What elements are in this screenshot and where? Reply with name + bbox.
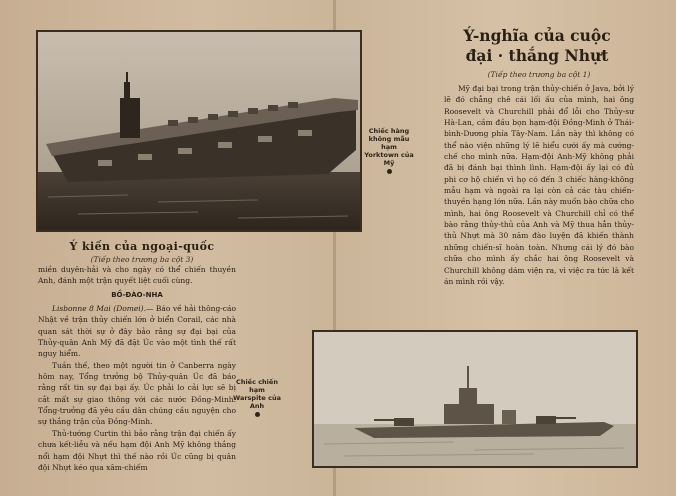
warship-caption-text: Chiếc chiến hạm Warspite của Anh [233,378,281,410]
warship-illustration [314,332,636,466]
left-article-intro: miền duyên-hải và cho ngày có thể chiến thuyền Anh, đánh một trận quyết liệt cuối cùng. [38,265,236,286]
warship-caption [232,378,282,419]
right-title-line1: Ý-nghĩa của cuộc [463,26,611,45]
left-article-body [38,264,236,473]
left-article-para2: Tuần thế, theo một người tin ở Canberra ngày hôm nay, Tổng trưởng bộ Thủy-quân Úc đã báo rằng rất tin sự đại bại ấy. Úc phải lo cải lực sẽ bị cắt mất sự giao thông với các nước Đồng-Minh. Tổng-trưởng đã yêu cầu dân chúng cầu nguyện cho sự thắng trận của Đồng-Minh. [38,360,236,427]
left-article-title: Ý kiến của ngoại-quốc [69,240,215,253]
section-heading: BỒ-ĐÀO-NHA [111,290,163,299]
bullet-dot [255,412,260,417]
carrier-caption [364,127,414,176]
bullet-dot [387,169,392,174]
left-article-para3: Thủ-tướng Curtin thì bảo rằng trận đại chiến ấy chưa kết-liễu và nếu hạm đội Anh Mỹ không thắng nổi hạm đội Nhựt thì thế nào rồi Úc cũng bị quân đội Nhựt kéo qua xâm-chiếm [38,428,236,472]
para1-text: Báo về hải thông-cáo Nhật về trận thủy chiến lớn ở biển Corail, các nhà quan sát thời sự ở đây bảo rằng sự đại bại của Thủy-quân Anh Mỹ đã đặt Úc vào một tình thế rất nguy hiểm. [38,304,236,359]
right-article-paragraph: Mỹ đại bại trong trận thủy-chiến ở Java, bởi lý lẽ đó chẳng chê cái lối ấu của mình, hai ông Roosevelt và Churchill phải đổ lỗi cho Thủy-sư Hà-Lan, cầm đầu bọn hạm-đội Đồng-Minh ở Thái-bình-Dương phía Tây-Nam. Lần này thì không có thể nào viện những lý lẽ hiểu cưới ấy mà cướng-chế cho mình nữa. Hạm-đội Anh-Mỹ không phải đã bị đánh bại thình lình. Hạm-đội ấy lại có đủ phi cơ hộ chiến vì họ có đến 3 chiếc hàng-không mẫu hạm và ngoài ra lại còn cả các tàu chiến-thuyền hạng lớn nữa. Lần này muốn bào chữa cho mình, hai ông Roosevelt và Churchill chỉ có thể bào rằng thủy-thủ của Anh và Mỹ thua hẳn thủy-thủ Nhựt mà 30 năm đào luyện đã khiến thành những chiến-sĩ hoàn toàn. Nhưng cái lý đó bào chữa cho mình ấy chắc hai ông Roosevelt và Churchill không dám viện ra, vì việc ra tức là kết án mình rồi vậy. [444,84,634,286]
left-article-para1 [38,303,236,360]
carrier-photo [36,30,362,232]
right-article-continued: (Tiếp theo trương ba cột 1) [487,70,591,79]
carrier-caption-text: Chiếc hàng không mẫu hạm Yorktown của Mỹ [364,127,414,167]
right-article-body [444,83,634,287]
left-article-continued: (Tiếp theo trương ba cột 3) [90,255,194,264]
carrier-illustration [38,32,360,230]
right-title-line2: đại · thắng Nhựt [465,46,609,65]
right-article-title [442,26,632,66]
dateline: Lisbonne 8 Mai (Domei).— [52,304,154,314]
warship-photo [312,330,638,468]
